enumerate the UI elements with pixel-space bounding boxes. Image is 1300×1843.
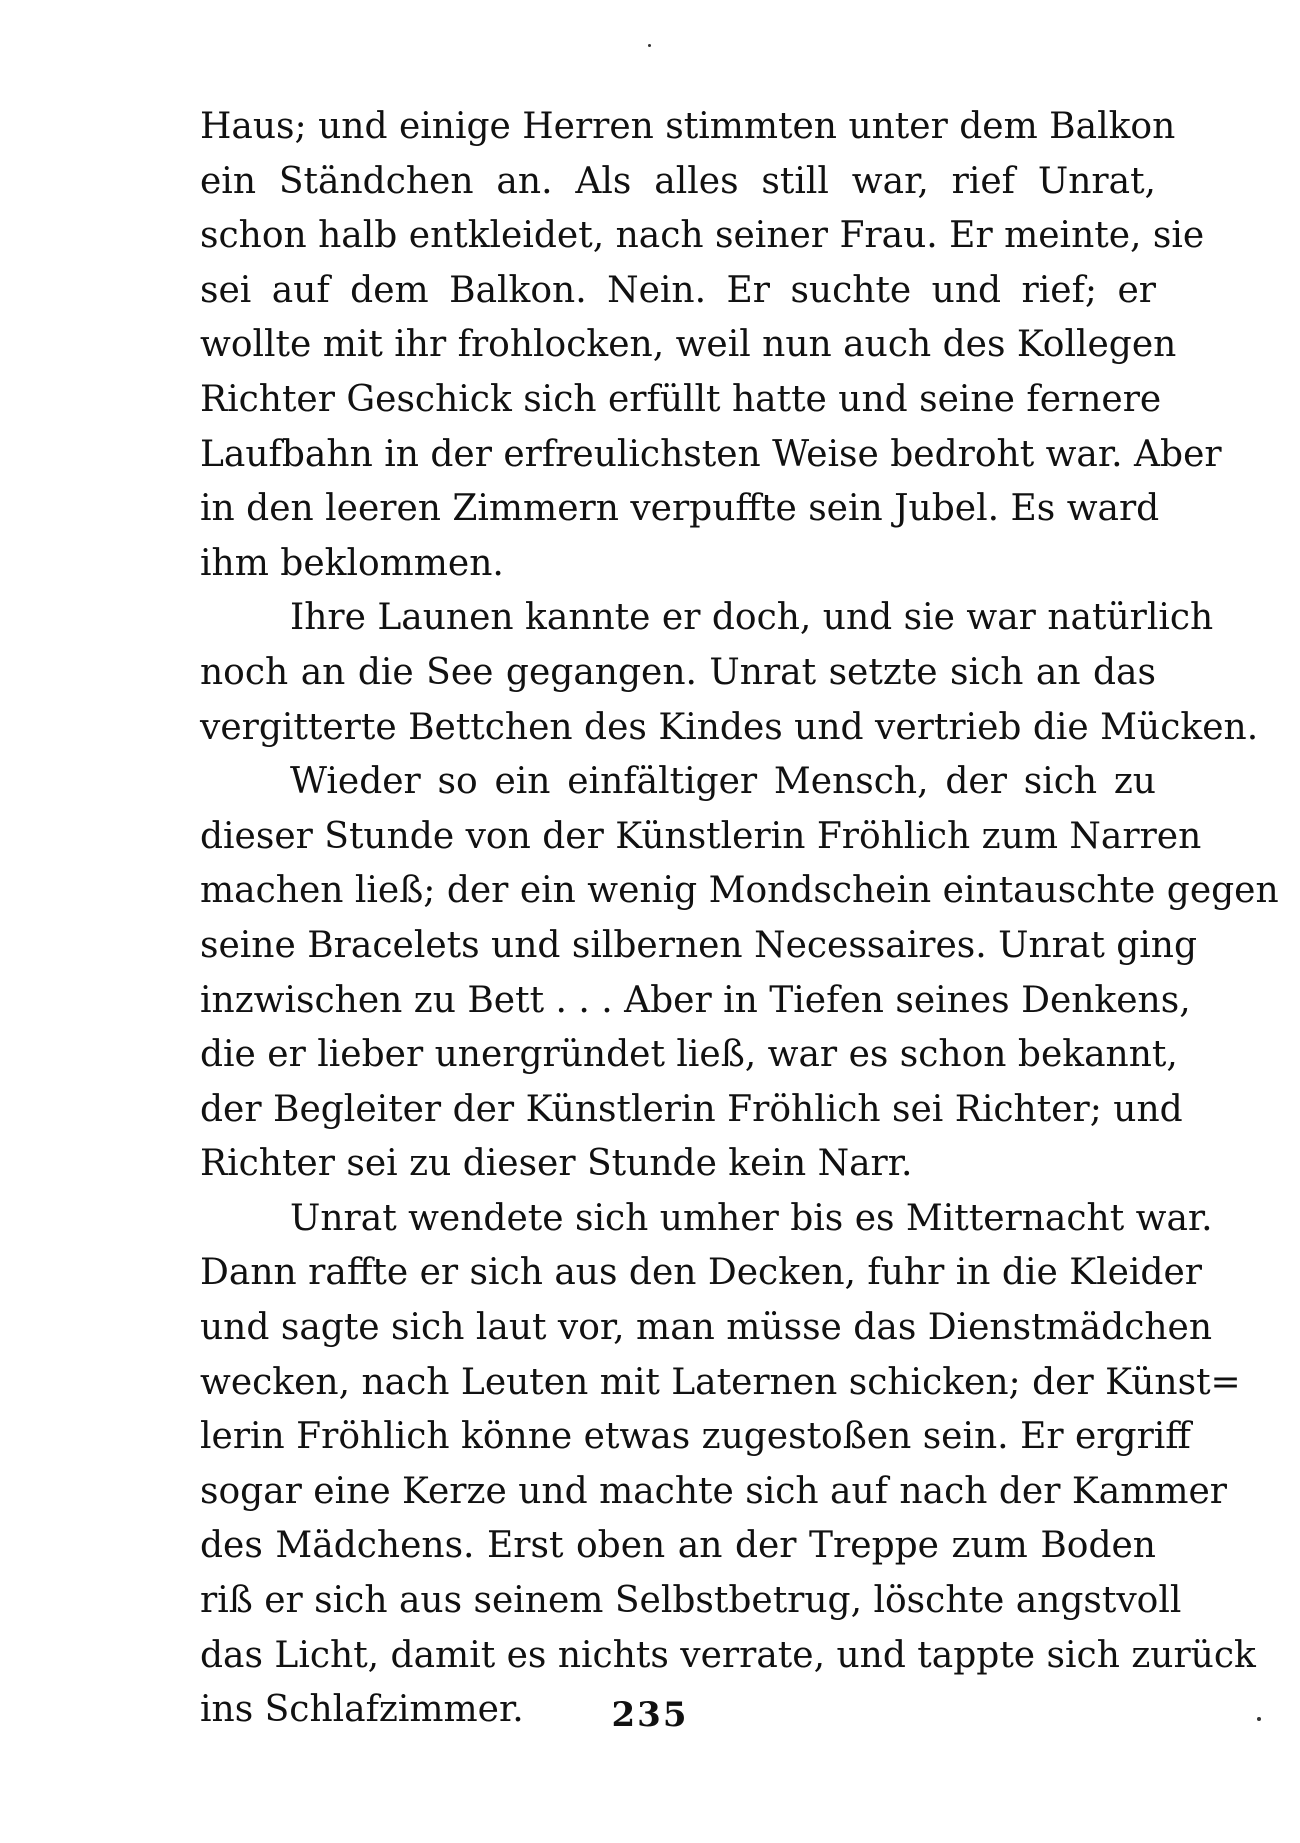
text-line: Dann raffte er sich aus den Decken, fuhr in die Kleider <box>200 1252 1202 1294</box>
text-line: schon halb entkleidet, nach seiner Frau. Er meinte, sie <box>200 215 1205 257</box>
text-line: sei auf dem Balkon. Nein. Er suchte und rief; er <box>200 269 1156 311</box>
text-line: Richter sei zu dieser Stunde kein Narr. <box>200 1143 913 1185</box>
text-line: Unrat wendete sich umher bis es Mitternacht war. <box>290 1197 1213 1239</box>
text-line: riß er sich aus seinem Selbstbetrug, löschte angstvoll <box>200 1580 1182 1622</box>
text-line: der Begleiter der Künstlerin Fröhlich sei Richter; und <box>200 1088 1183 1130</box>
text-line: Ihre Launen kannte er doch, und sie war natürlich <box>290 597 1214 639</box>
text-line: das Licht, damit es nichts verrate, und tappte sich zurück <box>200 1634 1256 1676</box>
text-line: des Mädchens. Erst oben an der Treppe zum Boden <box>200 1525 1156 1567</box>
page-number: 235 <box>611 1695 689 1735</box>
text-line: ihm beklommen. <box>200 542 504 584</box>
text-line: machen ließ; der ein wenig Mondschein eintauschte gegen <box>200 870 1279 912</box>
body-text <box>200 100 1279 1738</box>
text-line: die er lieber unergründet ließ, war es schon bekannt, <box>200 1034 1178 1076</box>
text-line: Haus; und einige Herren stimmten unter dem Balkon <box>200 106 1176 147</box>
text-line: wollte mit ihr frohlocken, weil nun auch des Kollegen <box>200 324 1177 366</box>
text-line: und sagte sich laut vor, man müsse das Dienstmädchen <box>200 1307 1213 1349</box>
text-line: in den leeren Zimmern verpuffte sein Jubel. Es ward <box>200 488 1160 530</box>
text-line: ins Schlafzimmer. <box>200 1689 524 1731</box>
text-line: seine Bracelets und silbernen Necessaires. Unrat ging <box>200 924 1198 966</box>
text-line: Richter Geschick sich erfüllt hatte und seine fernere <box>200 378 1162 420</box>
ink-speck-top <box>648 44 651 47</box>
text-line: ein Ständchen an. Als alles still war, rief Unrat, <box>200 160 1156 202</box>
text-line: inzwischen zu Bett . . . Aber in Tiefen seines Denkens, <box>200 979 1191 1021</box>
text-line: lerin Fröhlich könne etwas zugestoßen sein. Er ergriff <box>200 1416 1191 1458</box>
text-line: Wieder so ein einfältiger Mensch, der sich zu <box>290 761 1156 803</box>
text-line: vergitterte Bettchen des Kindes und vertrieb die Mücken. <box>200 706 1259 748</box>
text-line: wecken, nach Leuten mit Laternen schicken; der Künst= <box>200 1361 1241 1403</box>
text-line: noch an die See gegangen. Unrat setzte sich an das <box>200 651 1156 693</box>
text-line: sogar eine Kerze und machte sich auf nach der Kammer <box>200 1470 1228 1512</box>
text-line: dieser Stunde von der Künstlerin Fröhlich zum Narren <box>200 815 1202 857</box>
text-line: Laufbahn in der erfreulichsten Weise bedroht war. Aber <box>200 433 1222 475</box>
